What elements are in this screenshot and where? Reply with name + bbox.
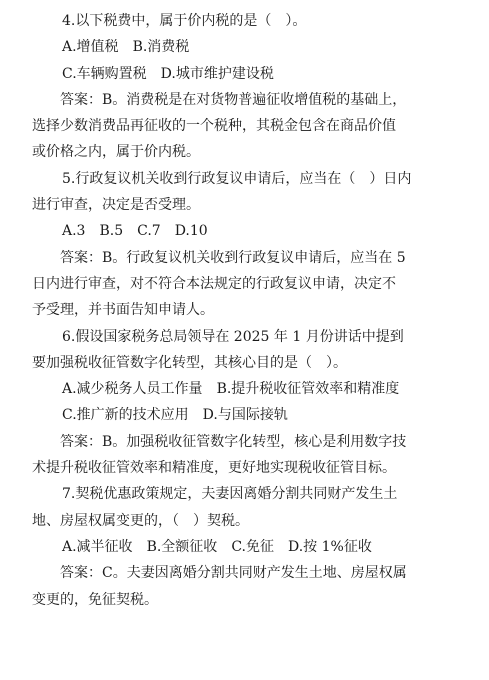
- q6-options-line-2: [14, 402, 475, 428]
- q4-option-a: A.增值税: [62, 39, 119, 56]
- q4-option-b: B.消费税: [132, 39, 190, 56]
- q5-option-c: C.7: [137, 223, 161, 240]
- q4-option-c: C.车辆购置税: [62, 65, 147, 82]
- q7-option-b: B.全额征收: [146, 538, 218, 555]
- q7-option-a: A.减半征收: [62, 538, 133, 555]
- q6-stem-line-1: 6.假设国家税务总局领导在 2025 年 1 月份讲话中提到: [62, 328, 404, 345]
- q6-option-c: C.推广新的技术应用: [62, 407, 189, 424]
- q5-options-line-1: [14, 218, 475, 244]
- q6-option-d: D.与国际接轨: [202, 407, 288, 424]
- q5-option-d: D.10: [174, 223, 208, 240]
- q4-options-line-2: [14, 61, 475, 87]
- q6-options-line-1: [14, 376, 475, 402]
- q4-answer-line-1: 答案：B。消费税是在对货物普遍征收增值税的基础上，: [60, 91, 407, 108]
- q4-answer-line-2: 选择少数消费品再征收的一个税种，其税金包含在商品价值: [32, 118, 396, 135]
- q6-stem-line-2: 要加强税收征管数字化转型，其核心目的是（ ）。: [32, 354, 347, 371]
- q5-answer-line-2: 日内进行审查，对不符合本法规定的行政复议申请，决定不: [32, 275, 396, 292]
- q7-stem-line-1: 7.契税优惠政策规定，夫妻因离婚分割共同财产发生土: [62, 486, 398, 503]
- q7-option-d: D.按 1%征收: [287, 538, 372, 555]
- q7-option-c: C.免征: [231, 538, 274, 555]
- q6-option-a: A.减少税务人员工作量: [62, 381, 203, 398]
- q7-options-line-1: [14, 534, 475, 560]
- q5-answer-line-1: 答案：B。行政复议机关收到行政复议申请后，应当在 5: [60, 249, 406, 266]
- q5-option-b: B.5: [99, 223, 124, 240]
- q4-options-line-1: [14, 34, 475, 60]
- q7-stem-line-2: 地、房屋权属变更的，（ ）契税。: [32, 512, 249, 529]
- q7-answer-line-2: 变更的，免征契税。: [32, 591, 158, 608]
- q5-stem-line-1: 5.行政复议机关收到行政复议申请后，应当在（ ）日内: [62, 170, 412, 187]
- q4-stem-line-1: 4.以下税费中，属于价内税的是（ ）。: [62, 13, 307, 29]
- q4-answer-line-3: 或价格之内，属于价内税。: [32, 144, 200, 161]
- q6-answer-line-1: 答案：B。加强税收征管数字化转型，核心是利用数字技: [60, 433, 407, 450]
- q4-option-d: D.城市维护建设税: [160, 65, 274, 82]
- q5-stem-line-2: 进行审查，决定是否受理。: [32, 197, 200, 214]
- q7-answer-line-1: 答案：C。夫妻因离婚分割共同财产发生土地、房屋权属: [60, 565, 407, 582]
- q5-answer-line-3: 予受理，并书面告知申请人。: [32, 302, 214, 319]
- q5-option-a: A.3: [62, 223, 86, 240]
- q6-option-b: B.提升税收征管效率和精准度: [216, 381, 400, 398]
- q6-answer-line-2: 术提升税收征管效率和精准度，更好地实现税收征管目标。: [32, 460, 396, 477]
